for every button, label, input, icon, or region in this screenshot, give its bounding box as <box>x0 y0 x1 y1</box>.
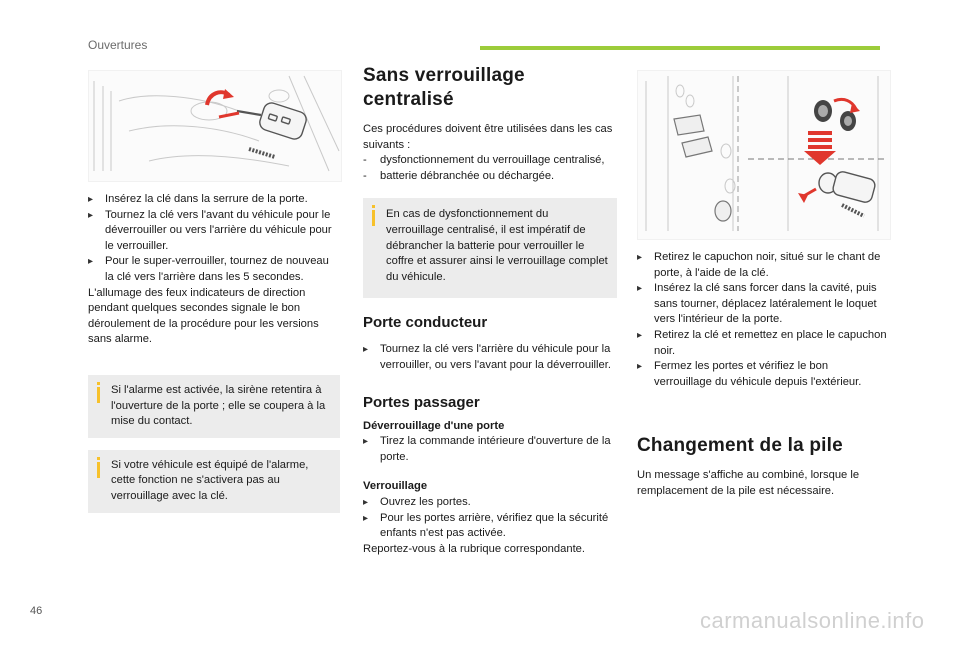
list-item: - batterie débranchée ou déchargée. <box>363 169 555 182</box>
bullet-marker-icon: ▸ <box>88 256 94 268</box>
battery-change-title: Changement de la pile <box>637 435 843 457</box>
bullet-marker-icon: ▸ <box>88 194 94 205</box>
key-in-door-lock-icon <box>89 71 341 181</box>
driver-door-steps <box>363 342 617 373</box>
bullet-marker-icon: ▸ <box>637 283 643 295</box>
list-item: ▸ Pour les portes arrière, vérifiez que la sécurité enfants n'est pas activée. <box>363 511 609 540</box>
list-item: - dysfonctionnement du verrouillage centralisé, <box>363 154 605 167</box>
list-item: ▸ Tirez la commande intérieure d'ouverture de la porte. <box>363 435 611 463</box>
info-marker-icon <box>97 462 100 478</box>
info-marker-icon <box>372 210 375 226</box>
bullet-marker-icon: ▸ <box>637 329 643 341</box>
door-edge-illustration <box>637 70 891 240</box>
list-item: ▸ Retirez le capuchon noir, situé sur le chant de porte, à l'aide de la clé. <box>637 251 881 279</box>
battery-note: En cas de dysfonctionnement du verrouillage centralisé, il est impératif de débrancher la batterie pour verrouiller le coffre et assurer ainsi le verrouillage complet du véhicule. <box>363 198 617 298</box>
section-accent-bar <box>480 46 880 50</box>
door-lock-illustration <box>88 70 342 182</box>
info-marker-icon <box>97 387 100 403</box>
door-edge-lock-icon <box>638 71 890 239</box>
cases-list <box>363 153 617 184</box>
page-number: 46 <box>30 605 43 617</box>
watermark-link[interactable]: carmanualsonline.info <box>700 608 925 633</box>
battery-change-paragraph: Un message s'affiche au combiné, lorsque le remplacement de la pile est nécessaire. <box>637 469 860 497</box>
bullet-marker-icon: ▸ <box>363 436 369 448</box>
lock-steps <box>363 495 617 542</box>
list-item: ▸ Insérez la clé dans la serrure de la porte. <box>88 192 340 208</box>
list-item: ▸ Tournez la clé vers l'arrière du véhicule pour la verrouiller, ou vers l'avant pour la déverrouiller. <box>363 343 611 371</box>
bullet-marker-icon: ▸ <box>363 496 369 508</box>
lock-subtitle: Verrouillage <box>363 480 428 493</box>
intro-paragraph: Ces procédures doivent être utilisées dans les cas suivants : <box>363 123 613 151</box>
section-title: Sans verrouillage centralisé <box>363 65 525 110</box>
bullet-marker-icon: ▸ <box>637 252 643 263</box>
list-item: ▸ Pour le super-verrouiller, tournez de nouveau la clé vers l'arrière dans les 5 secondes. <box>88 255 329 283</box>
indicator-paragraph: L'allumage des feux indicateurs de direction pendant quelques secondes signale le bon déroulement de la procédure pour les versions sans alarme. <box>88 286 319 346</box>
passenger-doors-title: Portes passager <box>363 393 480 411</box>
list-item: ▸ Tournez la clé vers l'avant du véhicule pour le déverrouiller ou vers l'arrière du véhicule pour le verrouiller. <box>88 208 332 252</box>
unlock-steps <box>363 434 617 465</box>
unlock-subtitle: Déverrouillage d'une porte <box>363 419 505 432</box>
alarm-equipped-note: Si votre véhicule est équipé de l'alarme, cette fonction ne s'activera pas au verrouillage avec la clé. <box>88 450 340 513</box>
list-item: ▸ Ouvrez les portes. <box>363 495 617 511</box>
key-lock-steps <box>88 192 340 286</box>
see-section-note: Reportez-vous à la rubrique correspondante. <box>363 542 586 555</box>
column-right <box>637 70 889 500</box>
bullet-marker-icon: ▸ <box>363 344 369 356</box>
section-name: Ouvertures <box>88 38 148 52</box>
driver-door-title: Porte conducteur <box>363 314 488 332</box>
list-item: ▸ Insérez la clé sans forcer dans la cavité, puis sans tourner, déplacez latéralement le loquet vers l'intérieur de la porte. <box>637 282 877 326</box>
column-middle <box>363 64 617 557</box>
bullet-marker-icon: ▸ <box>88 209 94 221</box>
door-edge-steps <box>637 250 889 390</box>
list-item: ▸ Fermez les portes et vérifiez le bon verrouillage du véhicule depuis l'extérieur. <box>637 360 862 388</box>
bullet-marker-icon: ▸ <box>363 512 369 524</box>
bullet-marker-icon: ▸ <box>637 361 643 373</box>
alarm-note: Si l'alarme est activée, la sirène retentira à l'ouverture de la porte ; elle se coupera à la mise du contact. <box>88 375 340 438</box>
list-item: ▸ Retirez la clé et remettez en place le capuchon noir. <box>637 328 887 357</box>
column-left <box>88 70 340 513</box>
